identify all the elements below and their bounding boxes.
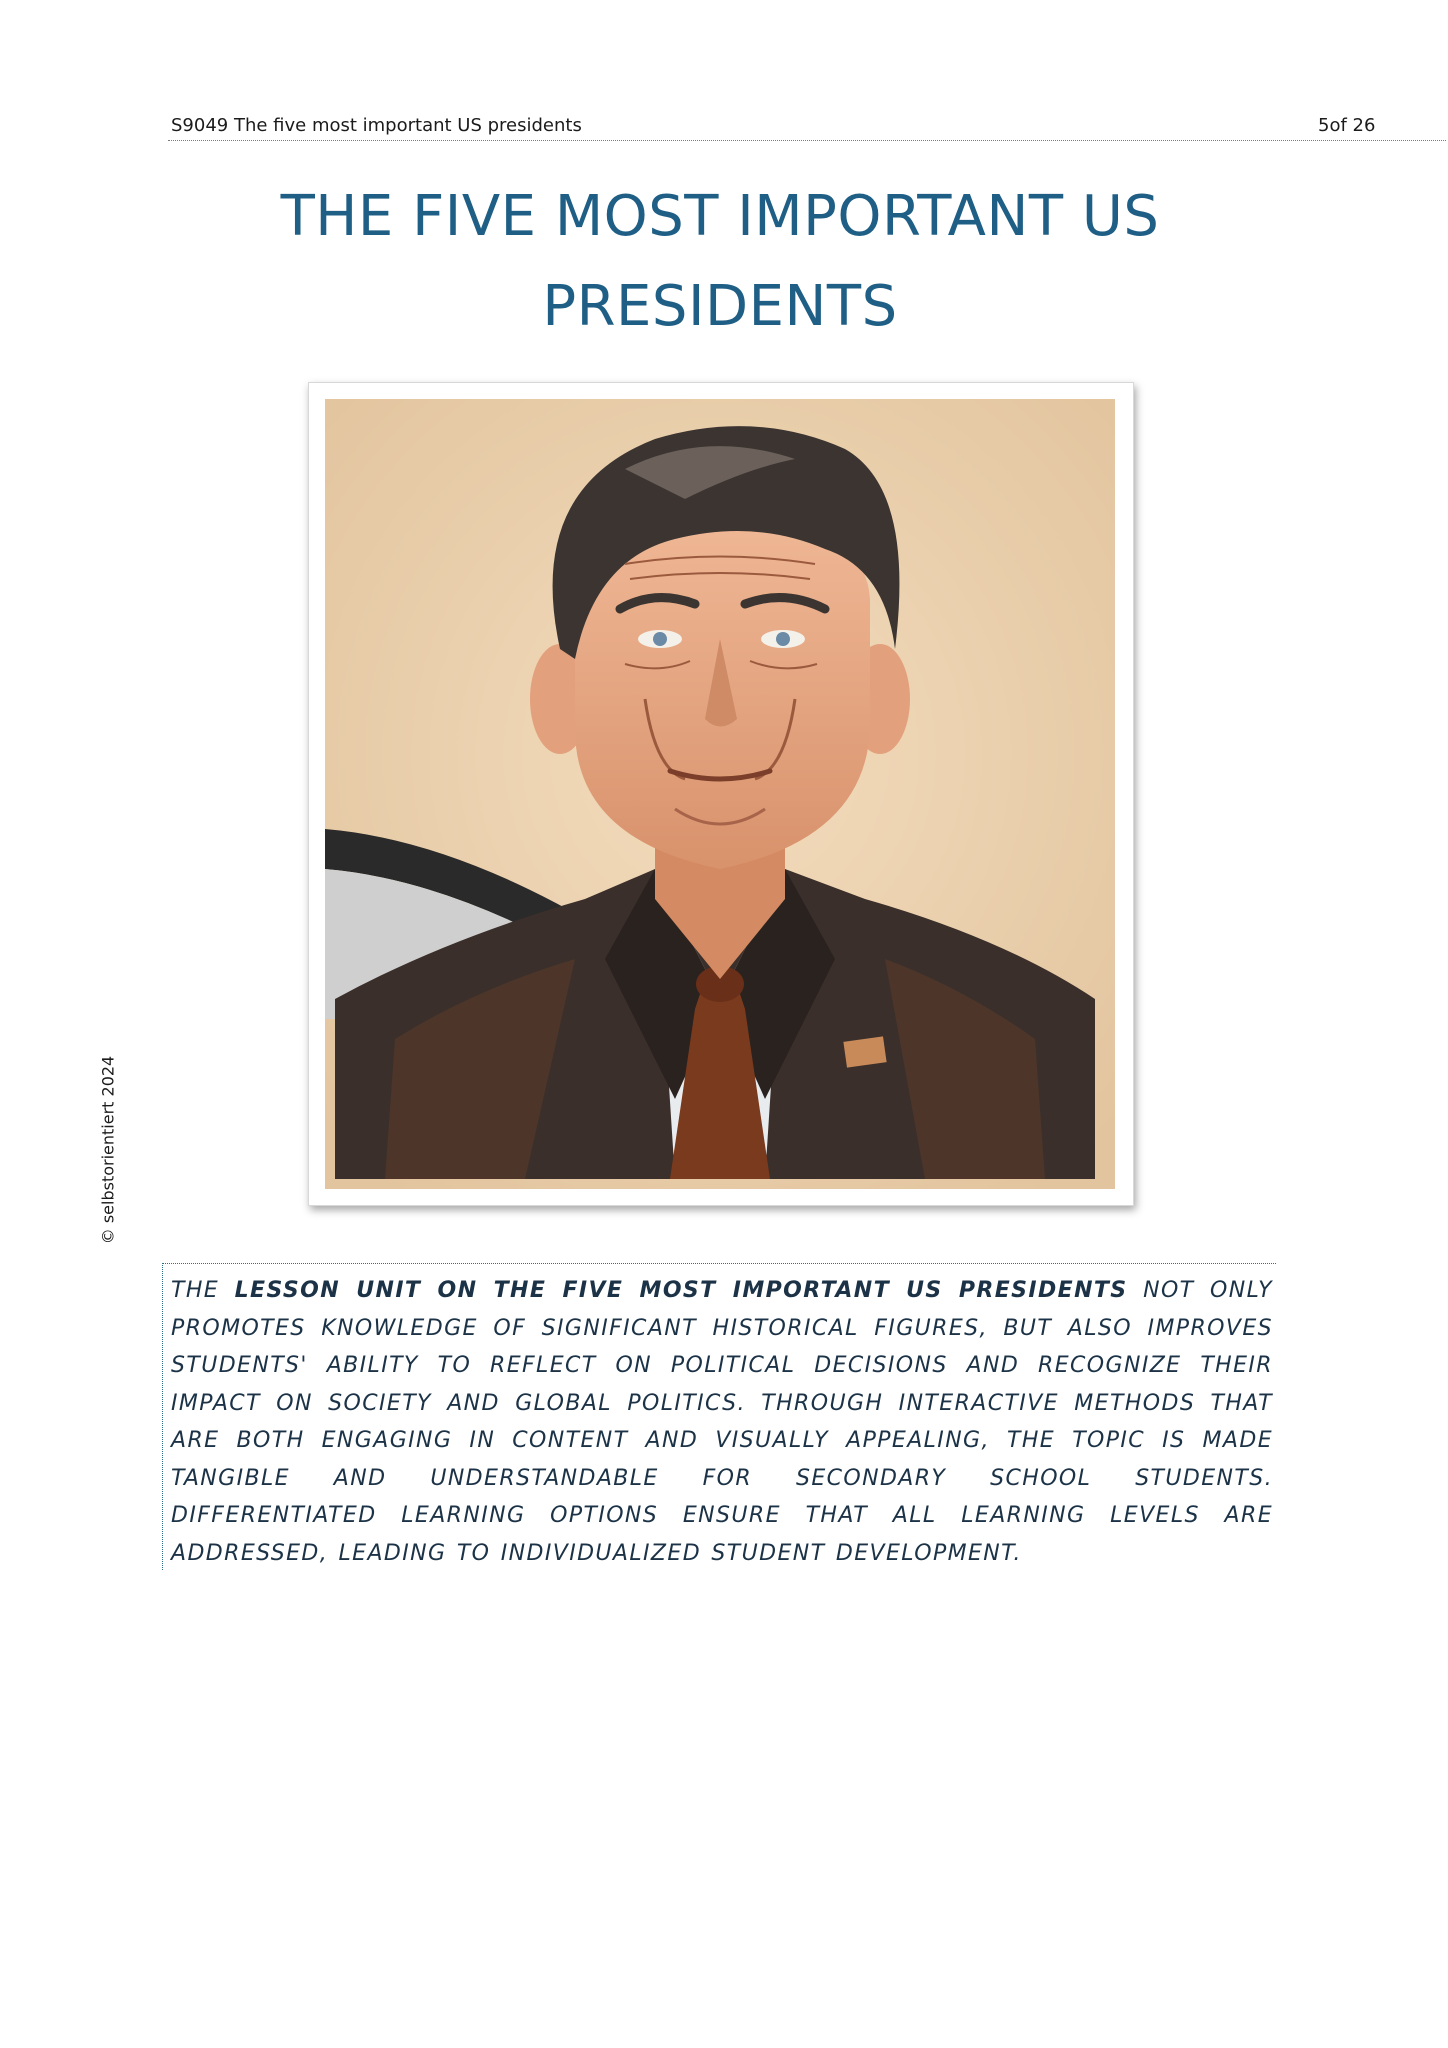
intro-paragraph — [171, 1272, 1273, 1572]
intro-body: NOT ONLY PROMOTES KNOWLEDGE OF SIGNIFICANT HISTORICAL FIGURES, BUT ALSO IMPROVES STUDENTS' ABILITY TO REFLECT ON POLITICAL DECISIONS AND RECOGNIZE THEIR IMPACT ON SOCIETY AND GLOBAL POLITICS. THROUGH INTERACTIVE METHODS THAT ARE BOTH ENGAGING IN CONTENT AND VISUALLY APPEALING, THE TOPIC IS MADE TANGIBLE AND UNDERSTANDABLE FOR SECONDARY SCHOOL STUDENTS. DIFFERENTIATED LEARNING OPTIONS ENSURE THAT ALL LEARNING LEVELS ARE ADDRESSED, LEADING TO INDIVIDUALIZED STUDENT DEVELOPMENT. — [171, 1278, 1273, 1566]
intro-lead: THE — [171, 1278, 235, 1303]
page-number: 5of 26 — [1318, 115, 1376, 136]
president-portrait-illustration — [325, 399, 1115, 1189]
intro-box — [162, 1263, 1276, 1570]
page-header — [168, 112, 1446, 141]
portrait-frame — [308, 382, 1134, 1206]
intro-highlight: LESSON UNIT ON THE FIVE MOST IMPORTANT US PRESIDENTS — [234, 1278, 1128, 1303]
document-id: S9049 The five most important US presidents — [171, 115, 582, 136]
copyright-note: © selbstorientiert 2024 — [98, 1055, 118, 1245]
page-title: THE FIVE MOST IMPORTANT US PRESIDENTS — [280, 184, 1160, 339]
